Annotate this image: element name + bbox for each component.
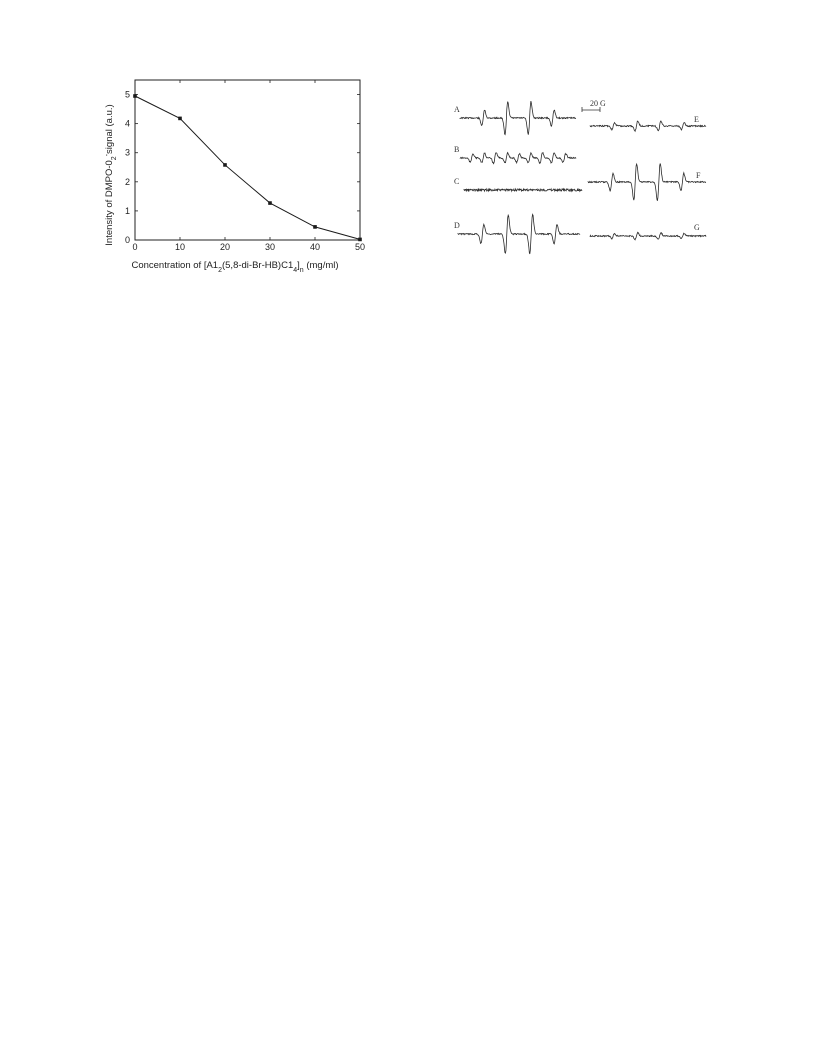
spectrum-trace-c (464, 189, 582, 191)
spectrum-trace-a (460, 101, 576, 135)
plot-area (135, 80, 360, 240)
spectrum-label-a: A (454, 105, 460, 114)
data-point (178, 117, 182, 121)
spectrum-trace-b (460, 153, 576, 164)
data-point (133, 94, 137, 98)
y-tick-label: 3 (124, 147, 130, 158)
x-tick-label: 50 (354, 242, 366, 252)
spectrum-label-e: E (694, 115, 699, 124)
spectrum-trace-d (458, 214, 580, 254)
x-axis-title: Concentration of $[A1_2(5,8-di-Br-HB)C1_4]_n$ (mg/ml) (131, 260, 339, 274)
series-line (135, 96, 360, 239)
spectrum-label-c: C (454, 177, 460, 186)
spectrum-label-d: D (454, 221, 460, 230)
spectrum-trace-f (588, 164, 706, 201)
data-point (358, 238, 362, 242)
data-point (268, 201, 272, 205)
y-axis-title: Intensity of DMPO-$0_2^-signal$ (a.u.) (103, 104, 118, 246)
y-tick-label: 5 (124, 89, 130, 100)
y-tick-label: 0 (124, 235, 130, 245)
data-point (313, 225, 317, 229)
x-tick-label: 0 (132, 242, 138, 252)
x-tick-label: 40 (309, 242, 321, 252)
scale-bar-label: 20 G (590, 99, 606, 108)
spectrum-label-g: G (694, 223, 700, 232)
x-tick-label: 30 (264, 242, 276, 252)
y-tick-label: 1 (124, 205, 130, 216)
concentration-intensity-chart (100, 75, 400, 275)
y-tick-label: 4 (124, 118, 130, 129)
data-point (223, 163, 227, 167)
spectrum-label-b: B (454, 145, 460, 154)
scale-bar (582, 99, 606, 112)
epr-spectra-panel (448, 80, 718, 280)
spectrum-label-f: F (696, 171, 701, 180)
spectrum-trace-e (590, 121, 706, 131)
spectrum-trace-g (590, 232, 706, 240)
x-tick-label: 20 (219, 242, 231, 252)
x-tick-label: 10 (174, 242, 186, 252)
y-tick-label: 2 (124, 176, 130, 187)
